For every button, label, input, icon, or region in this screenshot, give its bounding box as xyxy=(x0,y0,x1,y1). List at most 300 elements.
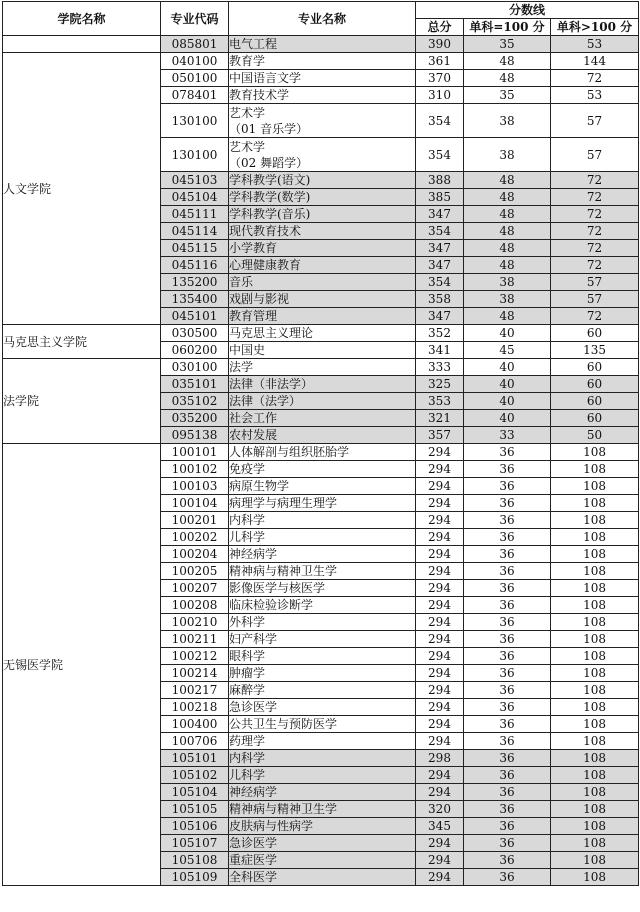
total-score-cell: 294 xyxy=(416,529,464,546)
total-score-cell: 347 xyxy=(416,308,464,325)
score-line-table xyxy=(2,1,639,886)
major-name-line: 中国语言文学 xyxy=(229,71,302,85)
single-eq100-cell: 36 xyxy=(464,648,551,665)
single-eq100-cell: 36 xyxy=(464,597,551,614)
major-name-cell xyxy=(229,172,416,189)
major-code-cell: 045111 xyxy=(161,206,229,223)
major-name-cell xyxy=(229,325,416,342)
major-code-cell: 035102 xyxy=(161,393,229,410)
single-eq100-cell: 36 xyxy=(464,699,551,716)
single-eq100-cell: 36 xyxy=(464,767,551,784)
major-name-cell xyxy=(229,70,416,87)
single-gt100-cell: 108 xyxy=(551,716,639,733)
total-score-cell: 294 xyxy=(416,546,464,563)
major-code-cell: 130100 xyxy=(161,138,229,172)
single-eq100-cell: 36 xyxy=(464,444,551,461)
table-row xyxy=(3,359,639,376)
major-code-cell: 105107 xyxy=(161,835,229,852)
major-code-cell: 040100 xyxy=(161,53,229,70)
major-name-line: 儿科学 xyxy=(229,768,266,782)
major-code-cell: 030100 xyxy=(161,359,229,376)
total-score-cell: 294 xyxy=(416,461,464,478)
single-gt100-cell: 108 xyxy=(551,801,639,818)
major-name-line: 病原生物学 xyxy=(229,479,290,493)
major-code-cell: 100210 xyxy=(161,614,229,631)
single-gt100-cell: 72 xyxy=(551,223,639,240)
major-name-line: 内科学 xyxy=(229,751,266,765)
major-name-line: 影像医学与核医学 xyxy=(229,581,326,595)
major-name-line: 法律（非法学） xyxy=(229,377,314,391)
single-gt100-cell: 108 xyxy=(551,478,639,495)
major-name-cell xyxy=(229,274,416,291)
single-eq100-cell: 36 xyxy=(464,682,551,699)
single-eq100-cell: 48 xyxy=(464,172,551,189)
major-code-cell: 130100 xyxy=(161,104,229,138)
total-score-cell: 347 xyxy=(416,206,464,223)
major-name-cell xyxy=(229,427,416,444)
single-gt100-cell: 108 xyxy=(551,767,639,784)
major-name-line: 小学教育 xyxy=(229,241,278,255)
major-name-line: 临床检验诊断学 xyxy=(229,598,314,612)
total-score-cell: 353 xyxy=(416,393,464,410)
single-eq100-cell: 36 xyxy=(464,495,551,512)
major-name-cell xyxy=(229,631,416,648)
total-score-cell: 298 xyxy=(416,750,464,767)
major-name-line: 神经病学 xyxy=(229,547,278,561)
major-name-line: 学科教学(语文) xyxy=(229,173,311,187)
single-eq100-cell: 36 xyxy=(464,750,551,767)
college-name-cell: 人文学院 xyxy=(3,53,161,325)
single-eq100-cell: 48 xyxy=(464,206,551,223)
college-name-cell: 马克思主义学院 xyxy=(3,325,161,359)
major-name-line: 全科医学 xyxy=(229,870,278,884)
total-score-cell: 294 xyxy=(416,733,464,750)
single-eq100-cell: 36 xyxy=(464,546,551,563)
major-name-cell xyxy=(229,138,416,172)
single-gt100-cell: 60 xyxy=(551,376,639,393)
major-name-line: 戏剧与影视 xyxy=(229,292,290,306)
major-name-line: 现代教育技术 xyxy=(229,224,302,238)
major-code-cell: 100201 xyxy=(161,512,229,529)
major-name-line: 公共卫生与预防医学 xyxy=(229,717,338,731)
single-gt100-cell: 50 xyxy=(551,427,639,444)
major-code-cell: 100706 xyxy=(161,733,229,750)
college-name-cell xyxy=(3,36,161,53)
single-gt100-cell: 53 xyxy=(551,36,639,53)
total-score-cell: 294 xyxy=(416,495,464,512)
major-code-cell: 105102 xyxy=(161,767,229,784)
major-code-cell: 105104 xyxy=(161,784,229,801)
single-gt100-cell: 108 xyxy=(551,546,639,563)
major-name-cell xyxy=(229,614,416,631)
major-code-cell: 100207 xyxy=(161,580,229,597)
major-name-line: 法律（法学） xyxy=(229,394,302,408)
single-gt100-cell: 108 xyxy=(551,682,639,699)
total-score-cell: 294 xyxy=(416,631,464,648)
major-code-cell: 135200 xyxy=(161,274,229,291)
single-gt100-cell: 108 xyxy=(551,614,639,631)
total-score-cell: 294 xyxy=(416,648,464,665)
major-name-cell xyxy=(229,461,416,478)
major-name-cell xyxy=(229,580,416,597)
single-eq100-cell: 36 xyxy=(464,869,551,886)
major-name-cell xyxy=(229,546,416,563)
single-gt100-cell: 108 xyxy=(551,852,639,869)
major-name-cell xyxy=(229,699,416,716)
major-name-cell xyxy=(229,784,416,801)
total-score-cell: 320 xyxy=(416,801,464,818)
single-gt100-cell: 57 xyxy=(551,291,639,308)
total-score-cell: 347 xyxy=(416,257,464,274)
major-name-cell xyxy=(229,852,416,869)
major-name-line: 心理健康教育 xyxy=(229,258,302,272)
single-eq100-cell: 48 xyxy=(464,308,551,325)
header-major: 专业名称 xyxy=(229,2,416,36)
single-gt100-cell: 108 xyxy=(551,818,639,835)
single-gt100-cell: 108 xyxy=(551,869,639,886)
single-eq100-cell: 38 xyxy=(464,274,551,291)
single-eq100-cell: 36 xyxy=(464,512,551,529)
major-code-cell: 105101 xyxy=(161,750,229,767)
major-name-cell xyxy=(229,563,416,580)
total-score-cell: 294 xyxy=(416,716,464,733)
major-name-cell xyxy=(229,767,416,784)
total-score-cell: 294 xyxy=(416,580,464,597)
total-score-cell: 294 xyxy=(416,665,464,682)
major-code-cell: 045101 xyxy=(161,308,229,325)
single-gt100-cell: 72 xyxy=(551,240,639,257)
major-name-cell xyxy=(229,682,416,699)
single-gt100-cell: 108 xyxy=(551,733,639,750)
single-gt100-cell: 144 xyxy=(551,53,639,70)
major-name-cell xyxy=(229,478,416,495)
single-eq100-cell: 40 xyxy=(464,325,551,342)
total-score-cell: 294 xyxy=(416,869,464,886)
major-code-cell: 135400 xyxy=(161,291,229,308)
major-name-cell xyxy=(229,444,416,461)
single-eq100-cell: 36 xyxy=(464,631,551,648)
major-name-line: 内科学 xyxy=(229,513,266,527)
total-score-cell: 390 xyxy=(416,36,464,53)
total-score-cell: 347 xyxy=(416,240,464,257)
college-name-cell: 法学院 xyxy=(3,359,161,444)
total-score-cell: 294 xyxy=(416,597,464,614)
major-code-cell: 105109 xyxy=(161,869,229,886)
major-code-cell: 100400 xyxy=(161,716,229,733)
single-eq100-cell: 40 xyxy=(464,410,551,427)
major-name-cell xyxy=(229,716,416,733)
major-name-line: （01 音乐学） xyxy=(229,121,309,136)
single-gt100-cell: 57 xyxy=(551,104,639,138)
major-name-line: 神经病学 xyxy=(229,785,278,799)
major-code-cell: 100102 xyxy=(161,461,229,478)
single-gt100-cell: 72 xyxy=(551,308,639,325)
major-name-cell xyxy=(229,835,416,852)
major-name-cell xyxy=(229,665,416,682)
table-body xyxy=(3,36,639,886)
header-code: 专业代码 xyxy=(161,2,229,36)
table-row xyxy=(3,53,639,70)
total-score-cell: 354 xyxy=(416,104,464,138)
major-name-line: 教育技术学 xyxy=(229,88,290,102)
total-score-cell: 294 xyxy=(416,784,464,801)
major-name-line: 儿科学 xyxy=(229,530,266,544)
single-gt100-cell: 108 xyxy=(551,631,639,648)
single-gt100-cell: 57 xyxy=(551,138,639,172)
single-gt100-cell: 108 xyxy=(551,444,639,461)
single-eq100-cell: 36 xyxy=(464,529,551,546)
single-gt100-cell: 60 xyxy=(551,359,639,376)
major-name-line: （02 舞蹈学） xyxy=(229,155,309,170)
major-name-line: 皮肤病与性病学 xyxy=(229,819,314,833)
single-eq100-cell: 36 xyxy=(464,461,551,478)
major-code-cell: 100204 xyxy=(161,546,229,563)
header-total: 总分 xyxy=(416,19,464,36)
single-gt100-cell: 108 xyxy=(551,648,639,665)
major-name-line: 农村发展 xyxy=(229,428,278,442)
single-gt100-cell: 72 xyxy=(551,257,639,274)
single-gt100-cell: 72 xyxy=(551,189,639,206)
single-eq100-cell: 36 xyxy=(464,478,551,495)
header-single-gt100: 单科>100 分 xyxy=(551,19,639,36)
total-score-cell: 354 xyxy=(416,138,464,172)
major-name-line: 法学 xyxy=(229,360,254,374)
total-score-cell: 294 xyxy=(416,767,464,784)
major-code-cell: 078401 xyxy=(161,87,229,104)
single-eq100-cell: 48 xyxy=(464,223,551,240)
total-score-cell: 352 xyxy=(416,325,464,342)
major-name-cell xyxy=(229,529,416,546)
single-gt100-cell: 108 xyxy=(551,529,639,546)
major-code-cell: 100214 xyxy=(161,665,229,682)
single-gt100-cell: 60 xyxy=(551,410,639,427)
major-name-cell xyxy=(229,53,416,70)
college-name-cell: 无锡医学院 xyxy=(3,444,161,886)
major-name-cell xyxy=(229,189,416,206)
major-name-cell xyxy=(229,495,416,512)
single-eq100-cell: 36 xyxy=(464,716,551,733)
single-eq100-cell: 45 xyxy=(464,342,551,359)
single-eq100-cell: 36 xyxy=(464,784,551,801)
single-gt100-cell: 108 xyxy=(551,512,639,529)
major-name-cell xyxy=(229,750,416,767)
major-code-cell: 100205 xyxy=(161,563,229,580)
single-eq100-cell: 48 xyxy=(464,70,551,87)
major-code-cell: 105108 xyxy=(161,852,229,869)
major-name-cell xyxy=(229,291,416,308)
major-name-line: 药理学 xyxy=(229,734,266,748)
major-name-line: 眼科学 xyxy=(229,649,266,663)
major-code-cell: 060200 xyxy=(161,342,229,359)
total-score-cell: 357 xyxy=(416,427,464,444)
major-name-line: 教育管理 xyxy=(229,309,278,323)
major-code-cell: 030500 xyxy=(161,325,229,342)
single-eq100-cell: 36 xyxy=(464,665,551,682)
major-code-cell: 045115 xyxy=(161,240,229,257)
total-score-cell: 294 xyxy=(416,478,464,495)
major-name-cell xyxy=(229,869,416,886)
major-code-cell: 045103 xyxy=(161,172,229,189)
major-code-cell: 095138 xyxy=(161,427,229,444)
total-score-cell: 388 xyxy=(416,172,464,189)
major-code-cell: 045104 xyxy=(161,189,229,206)
major-name-line: 精神病与精神卫生学 xyxy=(229,802,338,816)
table-row xyxy=(3,36,639,53)
single-gt100-cell: 60 xyxy=(551,393,639,410)
major-code-cell: 100103 xyxy=(161,478,229,495)
single-gt100-cell: 53 xyxy=(551,87,639,104)
major-name-cell xyxy=(229,359,416,376)
major-code-cell: 100217 xyxy=(161,682,229,699)
major-code-cell: 045116 xyxy=(161,257,229,274)
major-name-line: 妇产科学 xyxy=(229,632,278,646)
major-name-cell xyxy=(229,376,416,393)
major-name-line: 外科学 xyxy=(229,615,266,629)
single-eq100-cell: 38 xyxy=(464,291,551,308)
major-name-line: 学科教学(音乐) xyxy=(229,207,311,221)
major-name-cell xyxy=(229,206,416,223)
single-gt100-cell: 108 xyxy=(551,563,639,580)
single-eq100-cell: 40 xyxy=(464,359,551,376)
single-eq100-cell: 36 xyxy=(464,614,551,631)
total-score-cell: 345 xyxy=(416,818,464,835)
total-score-cell: 294 xyxy=(416,563,464,580)
total-score-cell: 310 xyxy=(416,87,464,104)
major-name-cell xyxy=(229,342,416,359)
major-code-cell: 105105 xyxy=(161,801,229,818)
single-gt100-cell: 108 xyxy=(551,580,639,597)
single-gt100-cell: 57 xyxy=(551,274,639,291)
total-score-cell: 358 xyxy=(416,291,464,308)
major-code-cell: 085801 xyxy=(161,36,229,53)
single-eq100-cell: 36 xyxy=(464,563,551,580)
major-code-cell: 100208 xyxy=(161,597,229,614)
major-name-line: 中国史 xyxy=(229,343,266,357)
major-name-cell xyxy=(229,818,416,835)
major-code-cell: 100211 xyxy=(161,631,229,648)
single-gt100-cell: 108 xyxy=(551,665,639,682)
total-score-cell: 341 xyxy=(416,342,464,359)
total-score-cell: 294 xyxy=(416,835,464,852)
single-eq100-cell: 38 xyxy=(464,104,551,138)
major-name-cell xyxy=(229,223,416,240)
major-name-cell xyxy=(229,257,416,274)
major-name-line: 病理学与病理生理学 xyxy=(229,496,338,510)
single-gt100-cell: 108 xyxy=(551,784,639,801)
header-college: 学院名称 xyxy=(3,2,161,36)
single-gt100-cell: 108 xyxy=(551,699,639,716)
total-score-cell: 294 xyxy=(416,852,464,869)
major-name-line: 电气工程 xyxy=(229,37,278,51)
major-name-cell xyxy=(229,36,416,53)
major-name-cell xyxy=(229,308,416,325)
single-eq100-cell: 48 xyxy=(464,189,551,206)
single-gt100-cell: 108 xyxy=(551,750,639,767)
major-name-line: 人体解剖与组织胚胎学 xyxy=(229,445,350,459)
single-eq100-cell: 40 xyxy=(464,376,551,393)
major-name-line: 社会工作 xyxy=(229,411,278,425)
single-eq100-cell: 33 xyxy=(464,427,551,444)
single-gt100-cell: 135 xyxy=(551,342,639,359)
single-eq100-cell: 35 xyxy=(464,36,551,53)
single-eq100-cell: 38 xyxy=(464,138,551,172)
major-name-cell xyxy=(229,410,416,427)
major-name-line: 音乐 xyxy=(229,275,254,289)
major-name-line: 艺术学 xyxy=(229,139,266,154)
major-name-cell xyxy=(229,104,416,138)
major-name-cell xyxy=(229,733,416,750)
major-name-line: 免疫学 xyxy=(229,462,266,476)
major-code-cell: 105106 xyxy=(161,818,229,835)
total-score-cell: 294 xyxy=(416,614,464,631)
major-name-line: 学科教学(数学) xyxy=(229,190,311,204)
single-eq100-cell: 36 xyxy=(464,818,551,835)
major-code-cell: 035200 xyxy=(161,410,229,427)
major-code-cell: 100202 xyxy=(161,529,229,546)
single-gt100-cell: 72 xyxy=(551,70,639,87)
total-score-cell: 321 xyxy=(416,410,464,427)
total-score-cell: 294 xyxy=(416,512,464,529)
single-eq100-cell: 36 xyxy=(464,852,551,869)
single-eq100-cell: 48 xyxy=(464,53,551,70)
major-name-cell xyxy=(229,597,416,614)
major-name-line: 重症医学 xyxy=(229,853,278,867)
single-eq100-cell: 36 xyxy=(464,580,551,597)
major-name-cell xyxy=(229,87,416,104)
major-name-cell xyxy=(229,512,416,529)
major-code-cell: 100104 xyxy=(161,495,229,512)
total-score-cell: 333 xyxy=(416,359,464,376)
major-code-cell: 050100 xyxy=(161,70,229,87)
total-score-cell: 354 xyxy=(416,223,464,240)
major-name-line: 急诊医学 xyxy=(229,700,278,714)
major-code-cell: 100218 xyxy=(161,699,229,716)
major-name-cell xyxy=(229,393,416,410)
major-name-line: 马克思主义理论 xyxy=(229,326,314,340)
table-row xyxy=(3,325,639,342)
single-gt100-cell: 60 xyxy=(551,325,639,342)
single-eq100-cell: 35 xyxy=(464,87,551,104)
single-gt100-cell: 72 xyxy=(551,172,639,189)
single-eq100-cell: 48 xyxy=(464,257,551,274)
total-score-cell: 325 xyxy=(416,376,464,393)
single-gt100-cell: 108 xyxy=(551,495,639,512)
major-name-line: 急诊医学 xyxy=(229,836,278,850)
major-name-cell xyxy=(229,801,416,818)
single-eq100-cell: 36 xyxy=(464,835,551,852)
single-eq100-cell: 48 xyxy=(464,240,551,257)
major-name-line: 肿瘤学 xyxy=(229,666,266,680)
major-name-line: 麻醉学 xyxy=(229,683,266,697)
total-score-cell: 361 xyxy=(416,53,464,70)
major-name-cell xyxy=(229,648,416,665)
single-gt100-cell: 72 xyxy=(551,206,639,223)
major-code-cell: 045114 xyxy=(161,223,229,240)
total-score-cell: 294 xyxy=(416,444,464,461)
total-score-cell: 294 xyxy=(416,699,464,716)
major-code-cell: 100212 xyxy=(161,648,229,665)
major-code-cell: 100101 xyxy=(161,444,229,461)
single-gt100-cell: 108 xyxy=(551,597,639,614)
major-name-cell xyxy=(229,240,416,257)
single-eq100-cell: 40 xyxy=(464,393,551,410)
total-score-cell: 370 xyxy=(416,70,464,87)
total-score-cell: 385 xyxy=(416,189,464,206)
major-name-line: 精神病与精神卫生学 xyxy=(229,564,338,578)
single-gt100-cell: 108 xyxy=(551,461,639,478)
single-gt100-cell: 108 xyxy=(551,835,639,852)
header-single-eq100: 单科=100 分 xyxy=(464,19,551,36)
